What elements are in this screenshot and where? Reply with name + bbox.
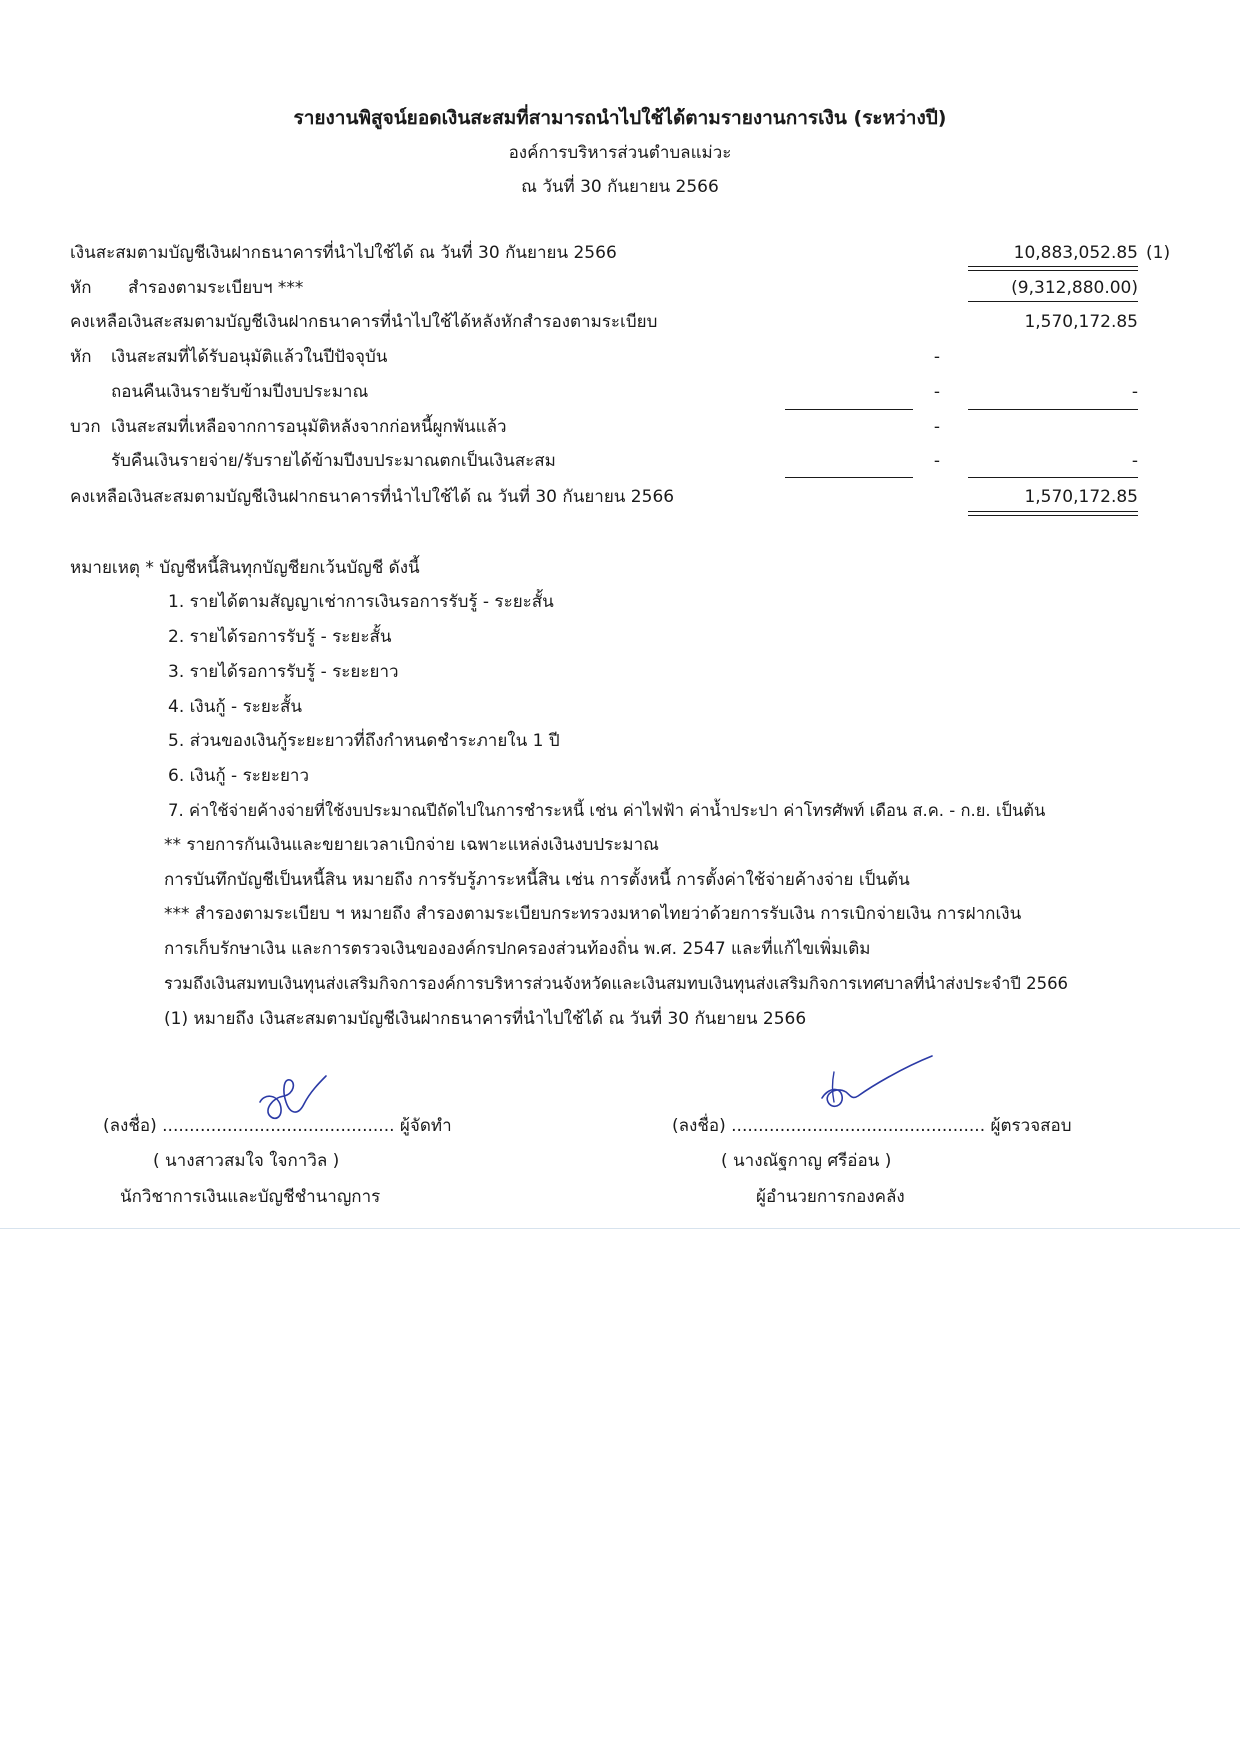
row5-mid-amount: - <box>933 382 940 402</box>
right-sign-line: (ลงชื่อ) ............................................... ผู้ตรวจสอบ <box>672 1116 1072 1136</box>
row3-label: คงเหลือเงินสะสมตามบัญชีเงินฝากธนาคารที่นำไปใช้ได้หลังหักสำรองตามระเบียบ <box>70 312 658 332</box>
row8-double-underline <box>968 511 1138 516</box>
row5-mid-underline <box>785 409 913 410</box>
organization-name: องค์การบริหารส่วนตำบลแม่วะ <box>508 143 732 163</box>
row3-amount: 1,570,172.85 <box>1024 312 1138 332</box>
row7-mid-underline <box>785 477 913 478</box>
row2-prefix: หัก <box>70 278 92 298</box>
left-signer-position: นักวิชาการเงินและบัญชีชำนาญการ <box>120 1187 381 1207</box>
row7-label: รับคืนเงินรายจ่าย/รับรายได้ข้ามปีงบประมาณตกเป็นเงินสะสม <box>111 451 556 471</box>
note-item: 4. เงินกู้ - ระยะสั้น <box>168 697 302 717</box>
note-extra: *** สำรองตามระเบียบ ฯ หมายถึง สำรองตามระเบียบกระทรวงมหาดไทยว่าด้วยการรับเงิน การเบิกจ่ายเงิน การฝากเงิน <box>164 904 1022 924</box>
row8-amount: 1,570,172.85 <box>1024 487 1138 507</box>
row5-amount: - <box>1131 382 1138 402</box>
row8-label: คงเหลือเงินสะสมตามบัญชีเงินฝากธนาคารที่นำไปใช้ได้ ณ วันที่ 30 กันยายน 2566 <box>70 487 675 507</box>
row4-label: เงินสะสมที่ได้รับอนุมัติแล้วในปีปัจจุบัน <box>111 347 388 367</box>
note-extra: ** รายการกันเงินและขยายเวลาเบิกจ่าย เฉพาะแหล่งเงินงบประมาณ <box>164 835 659 855</box>
row2-underline <box>968 301 1138 302</box>
report-date: ณ วันที่ 30 กันยายน 2566 <box>521 177 719 197</box>
left-sign-line: (ลงชื่อ) ........................................... ผู้จัดทำ <box>103 1116 452 1136</box>
note-extra: (1) หมายถึง เงินสะสมตามบัญชีเงินฝากธนาคารที่นำไปใช้ได้ ณ วันที่ 30 กันยายน 2566 <box>164 1009 807 1029</box>
row1-reference: (1) <box>1146 243 1171 263</box>
row7-amount: - <box>1131 451 1138 471</box>
row4-mid-amount: - <box>933 347 940 367</box>
note-item: 6. เงินกู้ - ระยะยาว <box>168 766 309 786</box>
note-extra: การเก็บรักษาเงิน และการตรวจเงินขององค์กรปกครองส่วนท้องถิ่น พ.ศ. 2547 และที่แก้ไขเพิ่มเติม <box>164 939 871 959</box>
handwritten-signature-right <box>812 1052 938 1120</box>
note-item: 5. ส่วนของเงินกู้ระยะยาวที่ถึงกำหนดชำระภายใน 1 ปี <box>168 731 560 751</box>
row5-label: ถอนคืนเงินรายรับข้ามปีงบประมาณ <box>111 382 369 402</box>
note-item: 3. รายได้รอการรับรู้ - ระยะยาว <box>168 662 399 682</box>
row1-label: เงินสะสมตามบัญชีเงินฝากธนาคารที่นำไปใช้ได้ ณ วันที่ 30 กันยายน 2566 <box>70 243 617 263</box>
note-item: 7. ค่าใช้จ่ายค้างจ่ายที่ใช้งบประมาณปีถัดไปในการชำระหนี้ เช่น ค่าไฟฟ้า ค่าน้ำประปา ค่าโทรศัพท์ เดือน ส.ค. - ก.ย. เป็นต้น <box>168 801 1046 820</box>
row5-underline <box>968 409 1138 410</box>
row6-mid-amount: - <box>933 417 940 437</box>
note-extra: การบันทึกบัญชีเป็นหนี้สิน หมายถึง การรับรู้ภาระหนี้สิน เช่น การตั้งหนี้ การตั้งค่าใช้จ่ายค้างจ่าย เป็นต้น <box>164 870 910 890</box>
row1-double-underline <box>968 266 1138 271</box>
notes-heading: หมายเหตุ * บัญชีหนี้สินทุกบัญชียกเว้นบัญชี ดังนี้ <box>70 558 420 578</box>
right-signer-position: ผู้อำนวยการกองคลัง <box>756 1187 905 1207</box>
row2-amount: (9,312,880.00) <box>1011 278 1138 298</box>
page-divider <box>0 1228 1240 1229</box>
row7-underline <box>968 477 1138 478</box>
report-title: รายงานพิสูจน์ยอดเงินสะสมที่สามารถนำไปใช้ได้ตามรายงานการเงิน (ระหว่างปี) <box>293 107 947 129</box>
row7-mid-amount: - <box>933 451 940 471</box>
row6-prefix: บวก <box>70 417 101 437</box>
row1-amount: 10,883,052.85 <box>1013 243 1138 263</box>
note-item: 2. รายได้รอการรับรู้ - ระยะสั้น <box>168 627 392 647</box>
right-signer-name: ( นางณัฐกาญ ศรีอ่อน ) <box>721 1151 892 1171</box>
note-extra: รวมถึงเงินสมทบเงินทุนส่งเสริมกิจการองค์การบริหารส่วนจังหวัดและเงินสมทบเงินทุนส่งเสริมกิจการเทศบาลที่นำส่งประจำปี 2566 <box>164 974 1069 993</box>
left-signer-name: ( นางสาวสมใจ ใจกาวิล ) <box>153 1151 340 1171</box>
row2-label: สำรองตามระเบียบฯ *** <box>128 278 304 298</box>
row6-label: เงินสะสมที่เหลือจากการอนุมัติหลังจากก่อหนี้ผูกพันแล้ว <box>111 417 507 437</box>
row4-prefix: หัก <box>70 347 92 367</box>
note-item: 1. รายได้ตามสัญญาเช่าการเงินรอการรับรู้ - ระยะสั้น <box>168 592 554 612</box>
